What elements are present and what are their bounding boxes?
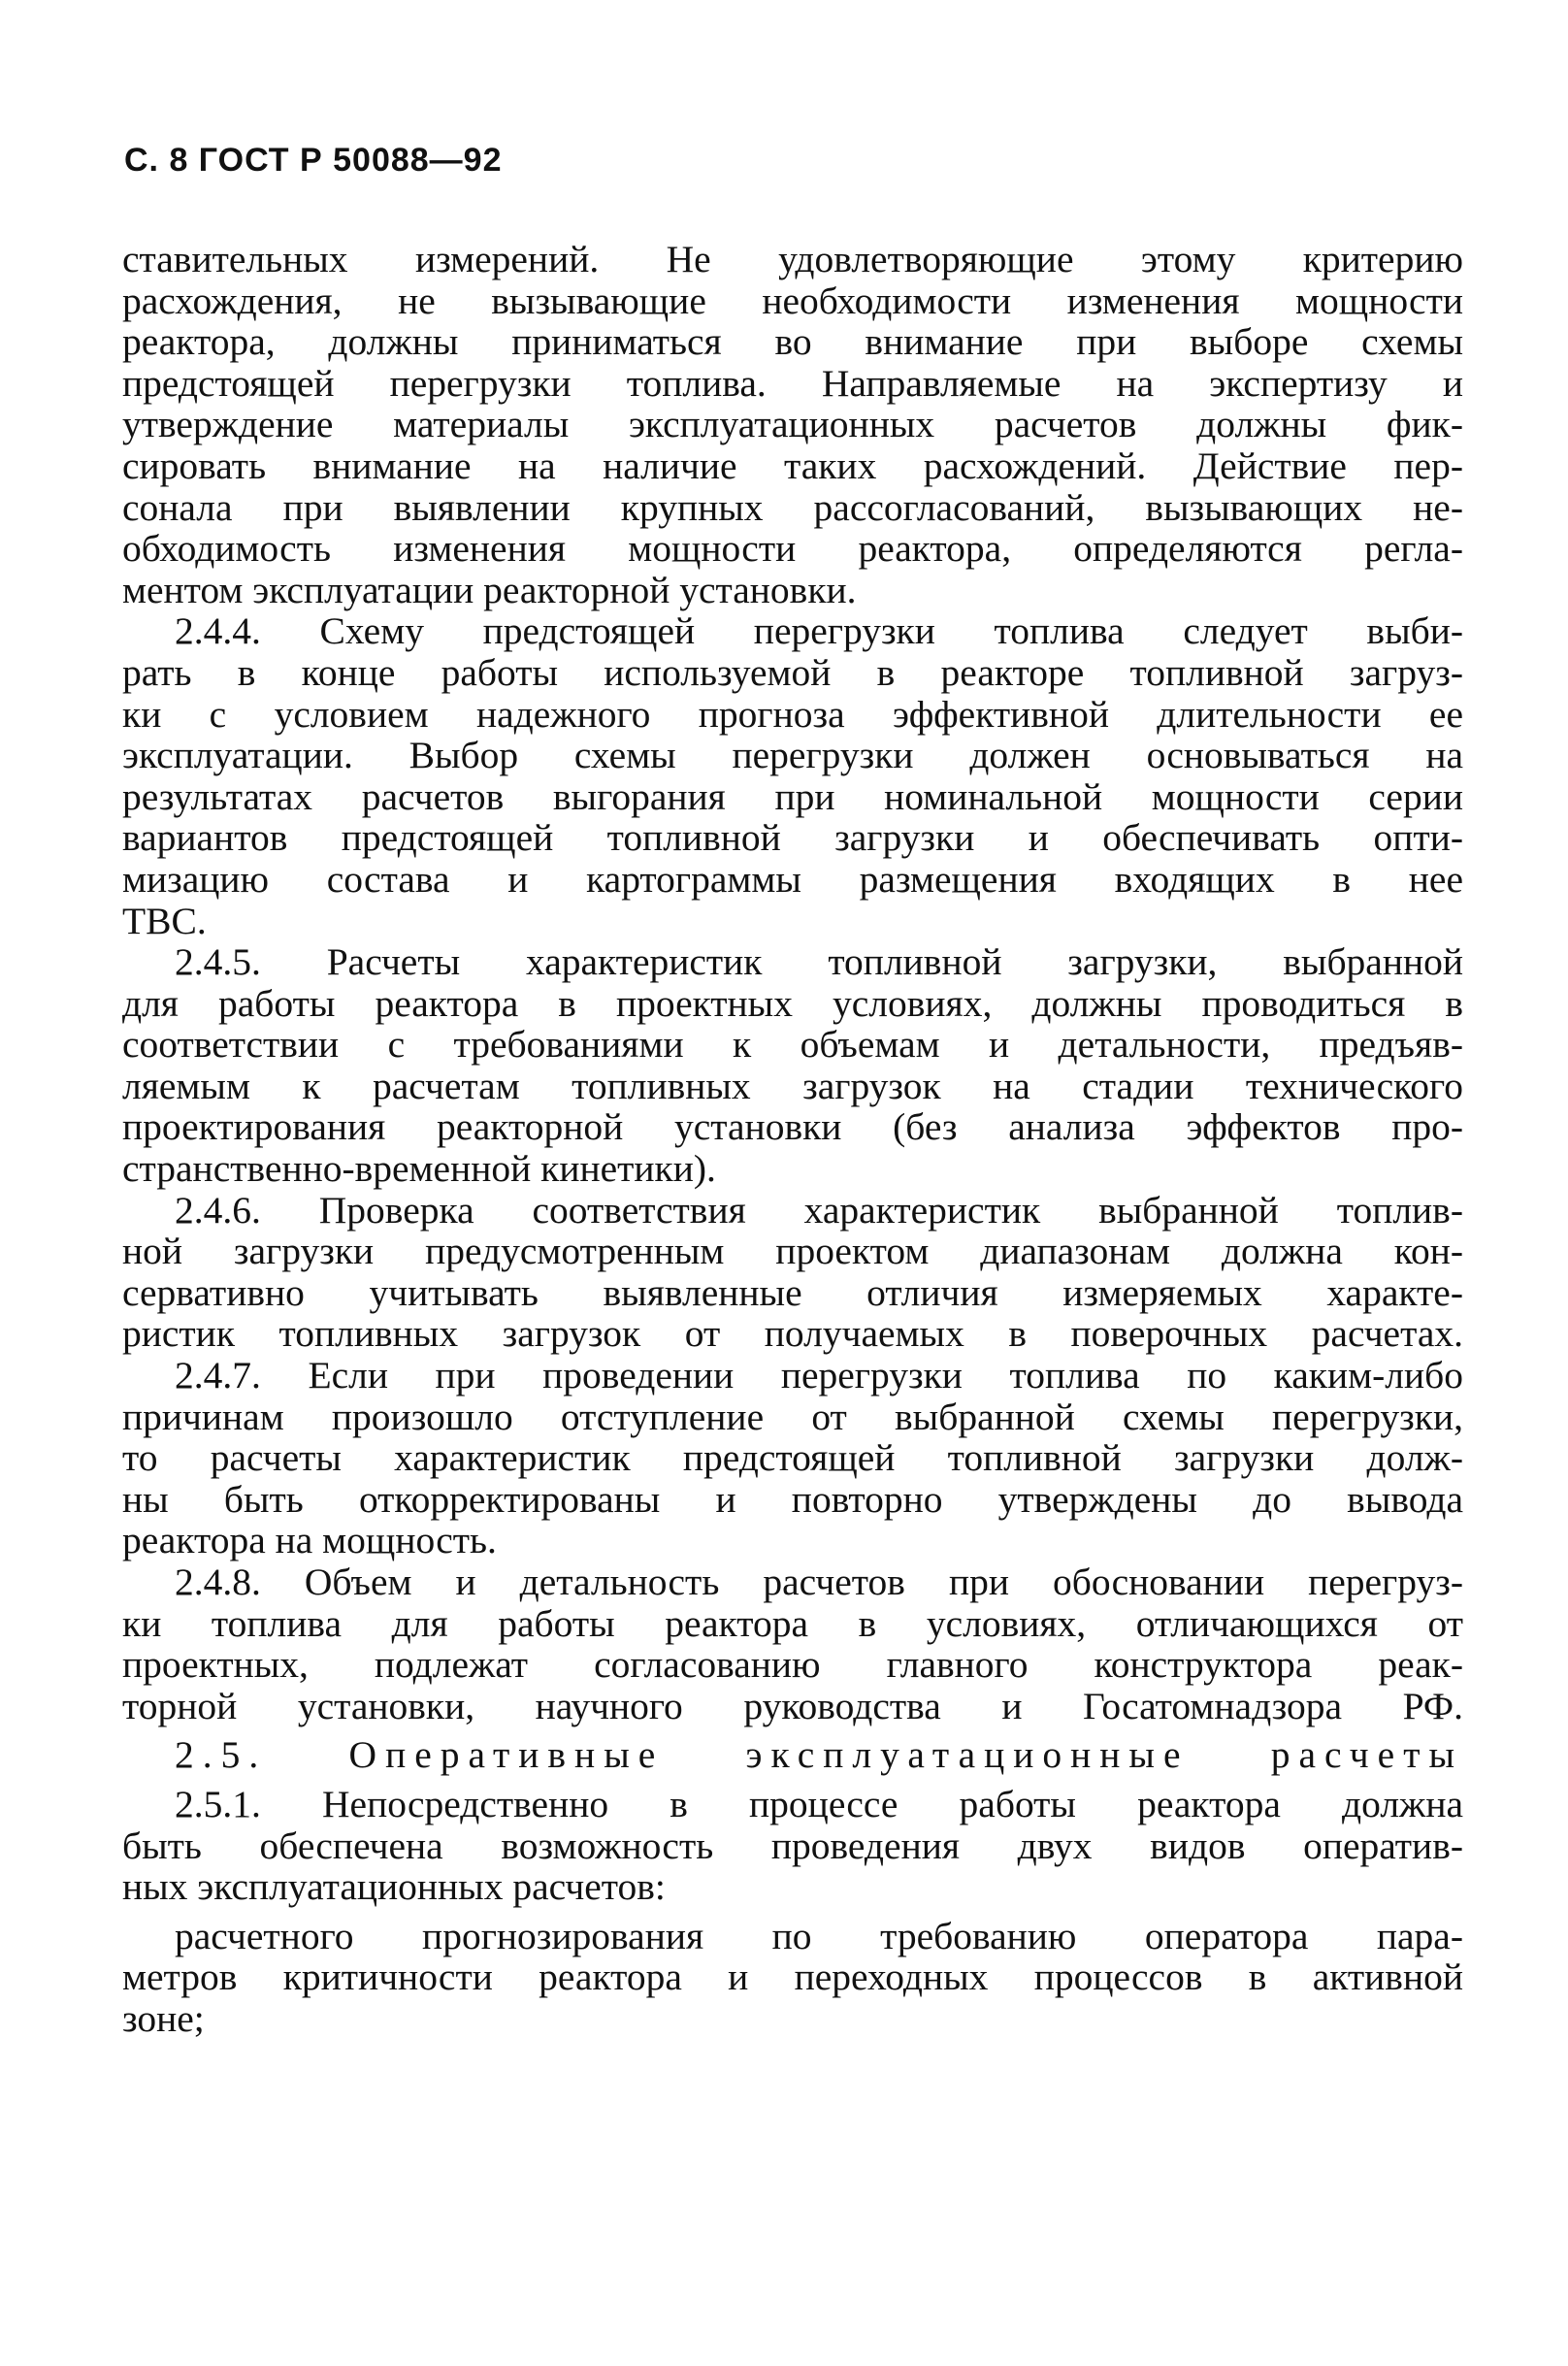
text-line: сировать внимание на наличие таких расхождений. Действие пер- [122,444,1463,487]
text-line: сервативно учитывать выявленные отличия измеряемых характе- [122,1270,1463,1314]
text-line: расхождения, не вызывающие необходимости изменения мощности [122,279,1463,322]
text-line: ляемым к расчетам топливных загрузок на стадии технического [122,1064,1463,1107]
text-line: метров критичности реактора и переходных процессов в активной [122,1955,1463,1999]
text-line: торной установки, научного руководства и Госатомнадзора РФ. [122,1684,1463,1727]
text-line: рать в конце работы используемой в реакторе топливной загруз- [122,650,1463,694]
text-line: странственно-временной кинетики). [122,1147,716,1191]
text-line: ки с условием надежного прогноза эффективной длительности ее [122,692,1463,736]
text-line: то расчеты характеристик предстоящей топливной загрузки долж- [122,1436,1463,1480]
paragraph-2-4-7-start: 2.4.7. Если при проведении перегрузки топлива по каким-либо [175,1354,1463,1397]
paragraph-2-4-8-start: 2.4.8. Объем и детальность расчетов при обосновании перегруз- [175,1561,1463,1603]
paragraph-2-4-5-start: 2.4.5. Расчеты характеристик топливной загрузки, выбранной [175,940,1463,984]
text-line: реактора, должны приниматься во внимание при выборе схемы [122,320,1463,364]
text-line: обходимость изменения мощности реактора, определяются регла- [122,527,1463,571]
text-line: мизацию состава и картограммы размещения входящих в нее [122,857,1463,901]
list-item-start: расчетного прогнозирования по требованию оператора пара- [175,1914,1463,1957]
body-text [122,239,1463,2040]
text-line: утверждение материалы эксплуатационных расчетов должны фик- [122,403,1463,446]
text-line: проектирования реакторной установки (без анализа эффектов про- [122,1105,1463,1149]
text-line: вариантов предстоящей топливной загрузки и обеспечивать опти- [122,816,1463,860]
text-line: ТВС. [122,899,207,942]
text-line: реактора на мощность. [122,1519,497,1562]
section-heading-2-5: 2.5. Оперативные эксплуатационные расчеты [175,1733,1463,1777]
text-line: ки топлива для работы реактора в условиях, отличающихся от [122,1601,1463,1645]
text-line: зоне; [122,1996,205,2040]
text-line: ставительных измерений. Не удовлетворяющие этому критерию [122,238,1463,280]
text-line: эксплуатации. Выбор схемы перегрузки должен основываться на [122,734,1463,777]
text-line: быть обеспечена возможность проведения двух видов оператив- [122,1824,1463,1867]
text-line: соответствии с требованиями к объемам и детальности, предъяв- [122,1023,1463,1067]
text-line: ментом эксплуатации реакторной установки. [122,568,857,611]
page-header: С. 8 ГОСТ Р 50088—92 [124,142,503,179]
text-line: причинам произошло отступление от выбранной схемы перегрузки, [122,1395,1463,1438]
paragraph-2-5-1-start: 2.5.1. Непосредственно в процессе работы реактора должна [175,1782,1463,1825]
paragraph-2-4-6-start: 2.4.6. Проверка соответствия характеристик выбранной топлив- [175,1188,1463,1232]
text-line: результатах расчетов выгорания при номинальной мощности серии [122,774,1463,818]
text-line: ных эксплуатационных расчетов: [122,1865,666,1909]
text-line: проектных, подлежат согласованию главного конструктора реак- [122,1643,1463,1687]
text-line: предстоящей перегрузки топлива. Направляемые на экспертизу и [122,361,1463,405]
text-line: ной загрузки предусмотренным проектом диапазонам должна кон- [122,1230,1463,1273]
paragraph-2-4-4-start: 2.4.4. Схему предстоящей перегрузки топлива следует выби- [175,609,1463,653]
text-line: сонала при выявлении крупных рассогласований, вызывающих не- [122,485,1463,529]
text-line: ристик топливных загрузок от получаемых в поверочных расчетах. [122,1312,1463,1356]
text-line: для работы реактора в проектных условиях, должны проводиться в [122,981,1463,1025]
text-line: ны быть откорректированы и повторно утверждены до вывода [122,1477,1463,1521]
